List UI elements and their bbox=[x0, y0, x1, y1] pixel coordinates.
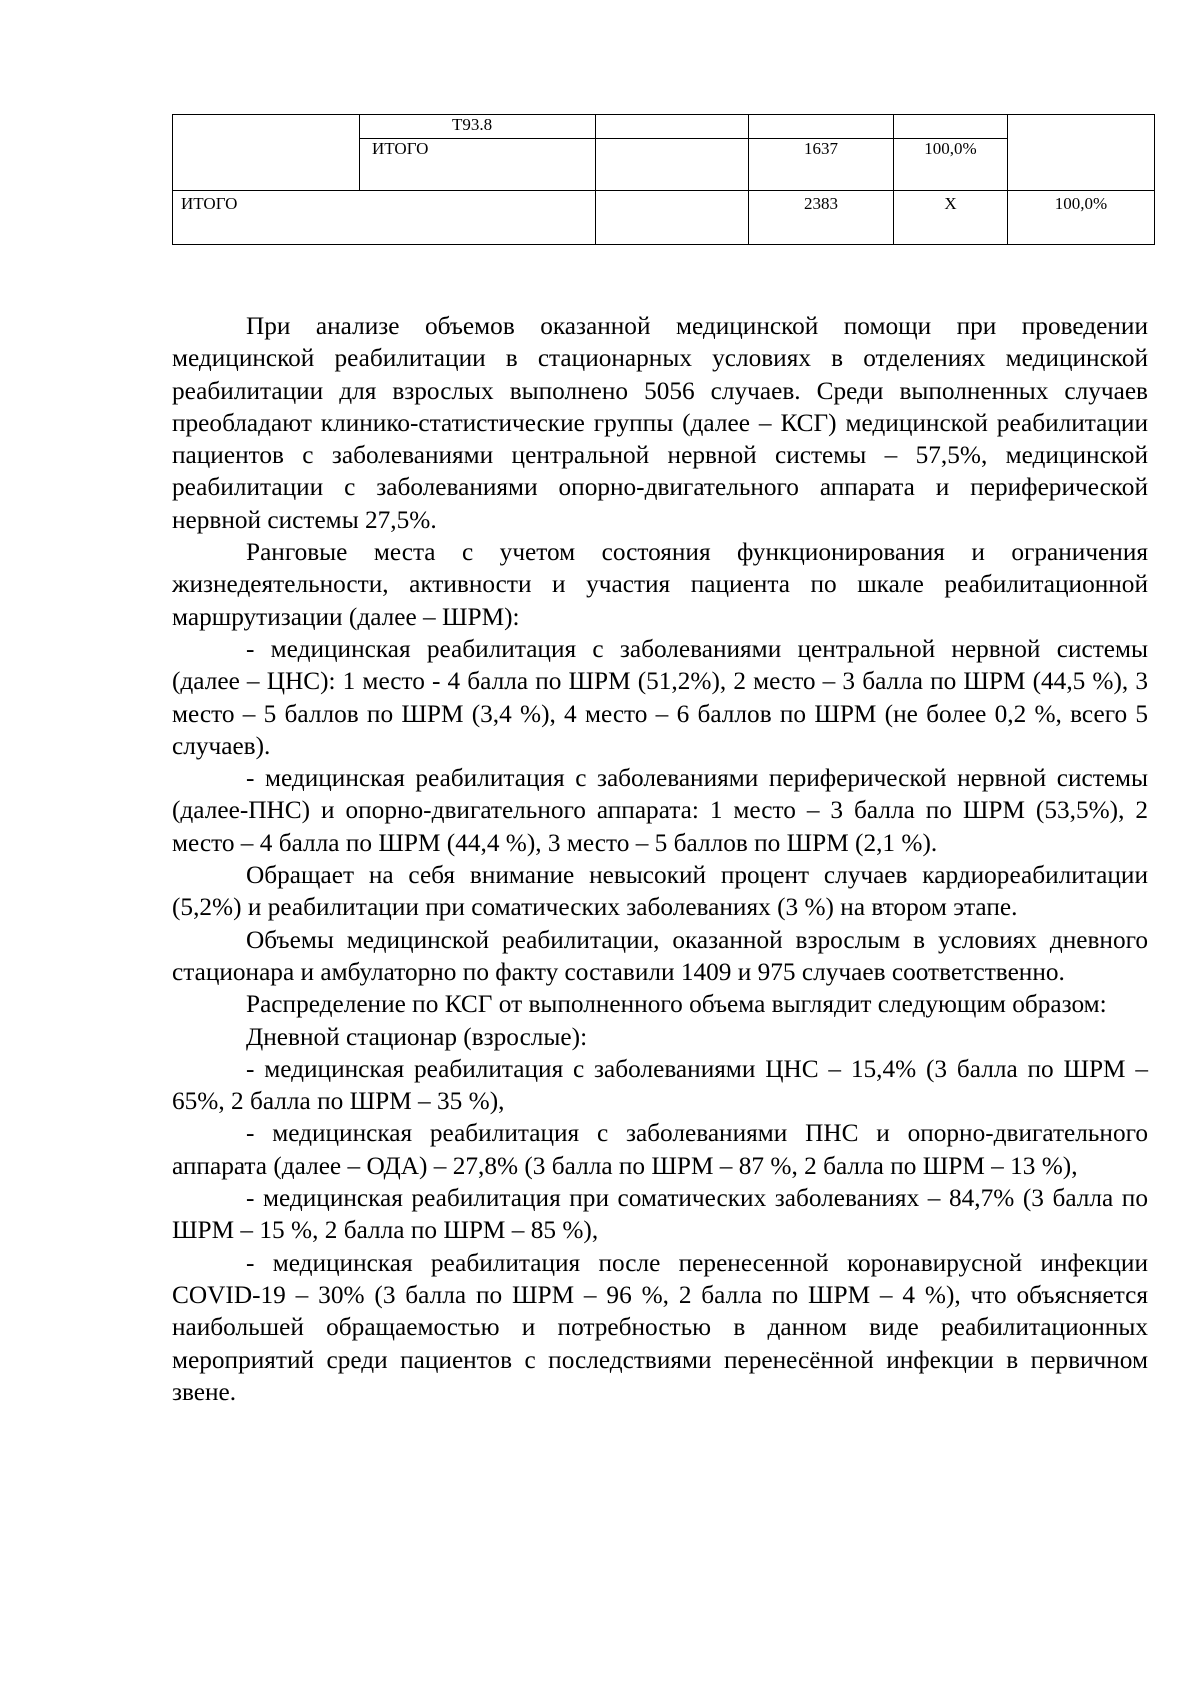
table-row bbox=[173, 191, 1155, 245]
paragraph: - медицинская реабилитация после перенесенной коронавирусной инфекции COVID-19 – 30% (3 балла по ШРМ – 96 %, 2 балла по ШРМ – 4 %), что объясняется наибольшей обращаемостью и потребностью в данном виде реабилитационных мероприятий среди пациентов с последствиями перенесённой инфекции в первичном звене. bbox=[172, 1248, 1148, 1406]
paragraph: Дневной стационар (взрослые): bbox=[246, 1022, 588, 1051]
table-cell-empty bbox=[1008, 115, 1155, 191]
table-row bbox=[173, 115, 1155, 139]
paragraph: - медицинская реабилитация с заболеваниями периферической нервной системы (далее-ПНС) и опорно-двигательного аппарата: 1 место – 3 балла по ШРМ (53,5%), 2 место – 4 балла по ШРМ (44,4 %), 3 место – 5 баллов по ШРМ (2,1 %). bbox=[172, 764, 1148, 857]
paragraph: - медицинская реабилитация при соматических заболеваниях – 84,7% (3 балла по ШРМ – 15 %, 2 балла по ШРМ – 85 %), bbox=[172, 1184, 1148, 1245]
total-percent-cell: 100,0% bbox=[1008, 191, 1155, 245]
paragraph: - медицинская реабилитация с заболеваниями ЦНС – 15,4% (3 балла по ШРМ – 65%, 2 балла по ШРМ – 35 %), bbox=[172, 1054, 1148, 1116]
summary-table bbox=[172, 114, 1155, 245]
paragraph: Распределение по КСГ от выполненного объема выглядит следующим образом: bbox=[246, 990, 1107, 1019]
table-cell bbox=[749, 115, 894, 139]
table-cell bbox=[596, 191, 749, 245]
table-cell bbox=[596, 139, 749, 191]
subtotal-count-cell: 1637 bbox=[749, 139, 894, 191]
total-count-cell: 2383 bbox=[749, 191, 894, 245]
subtotal-label-cell: ИТОГО bbox=[360, 139, 596, 191]
paragraph: Ранговые места с учетом состояния функционирования и ограничения жизнедеятельности, активности и участия пациента по шкале реабилитационной маршрутизации (далее – ШРМ): bbox=[172, 538, 1148, 631]
paragraph: Обращает на себя внимание невысокий процент случаев кардиореабилитации (5,2%) и реабилитации при соматических заболеваниях (3 %) на втором этапе. bbox=[172, 861, 1148, 922]
table-cell bbox=[596, 115, 749, 139]
body-text bbox=[172, 310, 1148, 1408]
table-cell-empty bbox=[173, 115, 360, 191]
paragraph: При анализе объемов оказанной медицинской помощи при проведении медицинской реабилитации в стационарных условиях в отделениях медицинской реабилитации для взрослых выполнено 5056 случаев. Среди выполненных случаев преобладают клинико-статистические группы (далее – КСГ) медицинской реабилитации пациентов с заболеваниями центральной нервной системы – 57,5%, медицинской реабилитации с заболеваниями опорно-двигательного аппарата и периферической нервной системы 27,5%. bbox=[172, 312, 1148, 534]
paragraph: - медицинская реабилитация с заболеваниями центральной нервной системы (далее – ЦНС): 1 место - 4 балла по ШРМ (51,2%), 2 место – 3 балла по ШРМ (44,5 %), 3 место – 5 баллов по ШРМ (3,4 %), 4 место – 6 баллов по ШРМ (не более 0,2 %, всего 5 случаев). bbox=[172, 634, 1148, 760]
total-marker-cell: Х bbox=[894, 191, 1008, 245]
summary-table-wrapper bbox=[172, 114, 1154, 245]
paragraph: Объемы медицинской реабилитации, оказанной взрослым в условиях дневного стационара и амбулаторно по факту составили 1409 и 975 случаев соответственно. bbox=[172, 925, 1148, 986]
table-cell bbox=[894, 115, 1008, 139]
total-label-cell: ИТОГО bbox=[173, 191, 596, 245]
subtotal-percent-cell: 100,0% bbox=[894, 139, 1008, 191]
paragraph: - медицинская реабилитация с заболеваниями ПНС и опорно-двигательного аппарата (далее – ОДА) – 27,8% (3 балла по ШРМ – 87 %, 2 балла по ШРМ – 13 %), bbox=[172, 1119, 1148, 1180]
diagnosis-code-cell: T93.8 bbox=[360, 115, 596, 139]
